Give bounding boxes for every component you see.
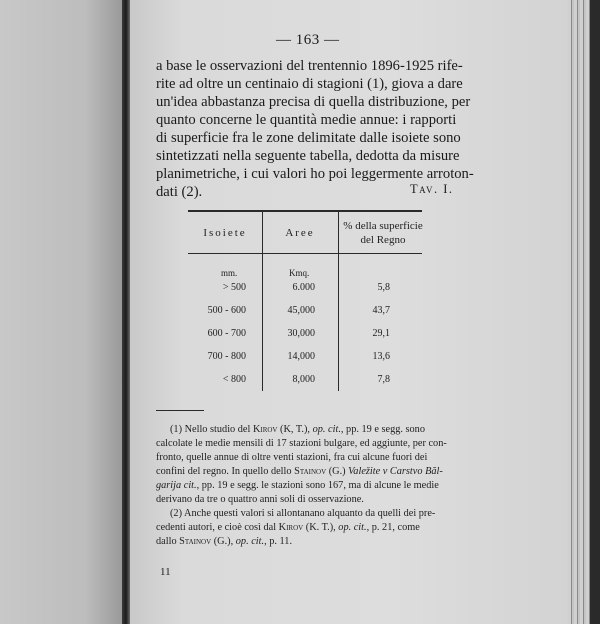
table-header-pct: % della superficie (343, 220, 423, 232)
footnote-line: cedenti autori, e cioè così dal Kirov (K. T.), op. cit., p. 21, come (156, 522, 420, 533)
table-top-rule (188, 210, 422, 212)
page-edges (568, 0, 600, 624)
footnote-separator (156, 410, 204, 411)
table-cell-isoiete: 700 - 800 (207, 351, 246, 362)
body-line: quanto concerne le quantità medie annue: i rapporti (156, 112, 457, 128)
body-line: dati (2). (156, 184, 203, 200)
table-cell-pct: 7,8 (377, 374, 390, 385)
footnote-line: confini del regno. In quello dello Stainov (G.) Valežite v Carstvo Băl- (156, 466, 443, 477)
footnote-line: (2) Anche questi valori si allontanano alquanto da quelli dei pre- (170, 508, 436, 519)
table-header-isoiete: Isoiete (203, 227, 247, 239)
table-cell-pct: 13,6 (372, 351, 390, 362)
footnote-line: garija cit., pp. 19 e segg. le stazioni sono 167, ma di alcune le medie (156, 480, 439, 491)
table-cell-isoiete: > 500 (222, 282, 246, 293)
table-cell-aree: 45,000 (287, 305, 315, 316)
footnote-line: calcolate le medie mensili di 17 stazioni bulgare, ed aggiunte, per con- (156, 438, 447, 449)
table-cell-pct: 43,7 (372, 305, 390, 316)
footnote-line: dallo Stainov (G.), op. cit., p. 11. (156, 536, 293, 547)
table-cell-isoiete: < 800 (222, 374, 246, 385)
book-gutter (122, 0, 130, 624)
footnote-line: (1) Nello studio del Kirov (K, T.), op. cit., pp. 19 e segg. sono (170, 424, 425, 435)
left-page-edge (0, 0, 122, 624)
table-cell-isoiete: 600 - 700 (207, 328, 246, 339)
table-header-rule (188, 253, 422, 254)
page-number: — 163 — (276, 32, 340, 48)
table-cell-aree: 8,000 (292, 374, 315, 385)
table-cell-aree: 6.000 (292, 282, 315, 293)
table-cell-isoiete: 500 - 600 (207, 305, 246, 316)
footnote-line: fronto, quelle annue di oltre venti stazioni, fra cui alcune fuori dei (156, 452, 428, 463)
body-line: rite ad oltre un centinaio di stagioni (1), giova a dare (156, 76, 463, 92)
body-line: a base le osservazioni del trentennio 1896-1925 rife- (156, 58, 463, 74)
signature-mark: 11 (160, 566, 171, 578)
body-line: sintetizzati nella seguente tabella, dedotta da misure (156, 148, 460, 164)
table-cell-aree: 30,000 (287, 328, 315, 339)
table-header-pct-line2: del Regno (360, 234, 406, 246)
table-cell-aree: 14,000 (287, 351, 315, 362)
body-line: planimetriche, i cui valori ho poi leggermente arroton- (156, 166, 474, 182)
table-title: Tav. I. (410, 182, 454, 196)
table-cell-pct: 5,8 (377, 282, 390, 293)
footnote-line: derivano da tre o quattro anni soli di osservazione. (156, 494, 364, 505)
unit-mm: mm. (221, 268, 238, 278)
table-header-aree: Aree (285, 227, 315, 239)
body-line: di superficie fra le zone delimitate dalle isoiete sono (156, 130, 461, 146)
body-line: un'idea abbastanza precisa di quella distribuzione, per (156, 94, 471, 110)
unit-kmq: Kmq. (289, 268, 310, 278)
table-cell-pct: 29,1 (372, 328, 390, 339)
